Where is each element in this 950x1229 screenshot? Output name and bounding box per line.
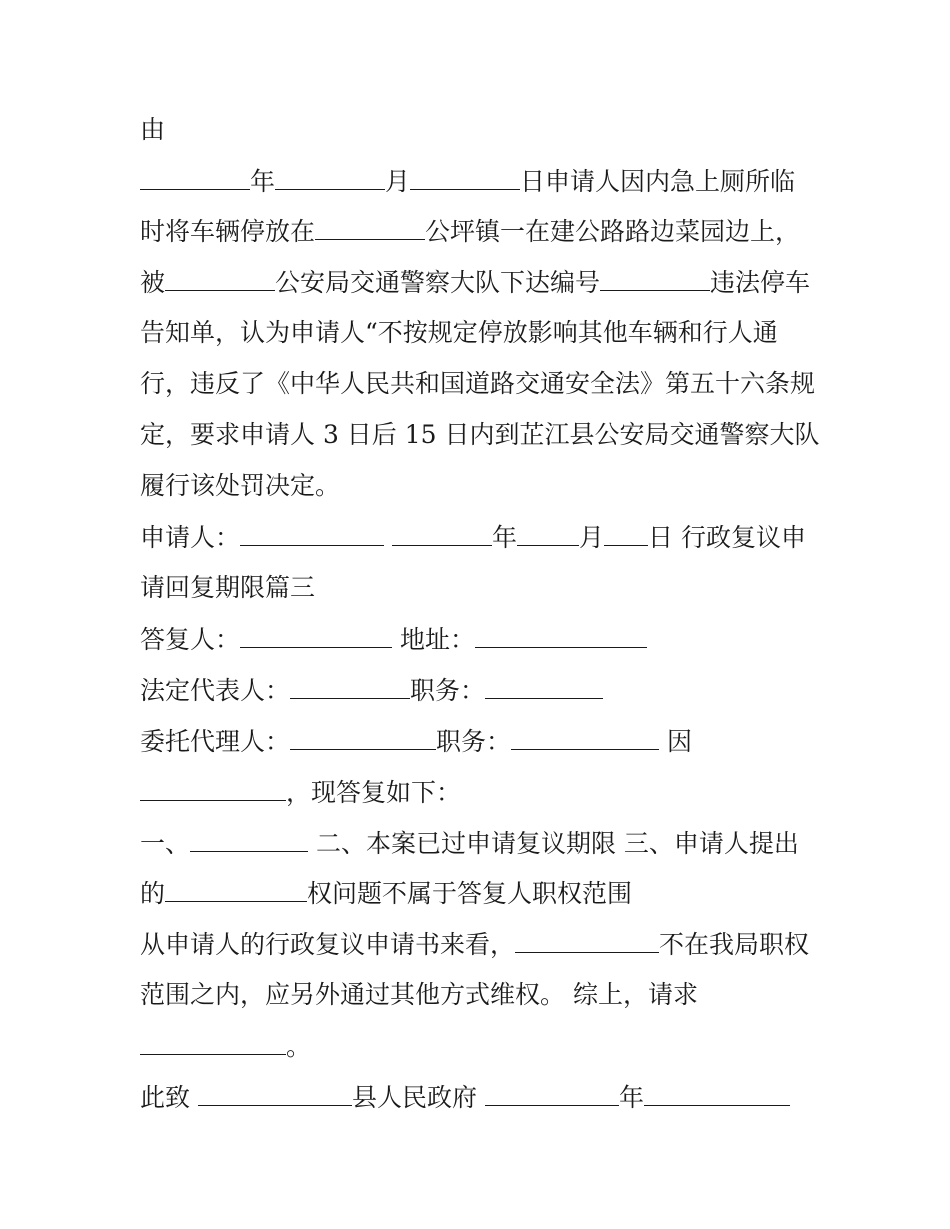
text-line-1: 由 xyxy=(140,115,166,144)
right-issue-blank[interactable] xyxy=(165,877,307,902)
police-bureau-blank[interactable] xyxy=(165,266,275,291)
date-day-blank[interactable] xyxy=(410,165,520,190)
text-line-14: ，现答复如下： xyxy=(140,776,461,808)
notice-number-blank[interactable] xyxy=(600,266,710,291)
text-line-9: 申请人： 年 月 日 行政复议申 xyxy=(140,523,806,552)
text-line-19: 。 xyxy=(140,1030,311,1062)
text-line-7: 定，要求申请人 3 日后 15 日内到芷江县公安局交通警察大队 xyxy=(140,420,820,449)
text-line-4: 被 公安局交通警察大队下达编号 违法停车 xyxy=(140,268,811,297)
county-blank[interactable] xyxy=(198,1081,352,1106)
item-one-blank[interactable] xyxy=(190,827,308,852)
text-line-5: 告知单，认为申请人“不按规定停放影响其他车辆和行人通 xyxy=(140,318,778,347)
legal-rep-position-blank[interactable] xyxy=(485,674,603,699)
closing-year-suffix-blank[interactable] xyxy=(644,1081,790,1106)
address-blank[interactable] xyxy=(475,623,647,648)
text-line-6: 行，违反了《中华人民共和国道路交通安全法》第五十六条规 xyxy=(140,369,816,398)
text-line-10: 请回复期限篇三 xyxy=(140,573,316,602)
applicant-day-blank[interactable] xyxy=(604,521,648,546)
text-line-18: 范围之内，应另外通过其他方式维权。 综上，请求 xyxy=(140,980,698,1009)
text-line-20: 此致 县人民政府 年 xyxy=(140,1081,790,1113)
closing-year-prefix-blank[interactable] xyxy=(485,1081,619,1106)
respondent-blank[interactable] xyxy=(240,623,392,648)
text-line-13: 委托代理人： 职务： 因 xyxy=(140,727,692,756)
date-year-blank[interactable] xyxy=(140,165,250,190)
text-line-8: 履行该处罚决定。 xyxy=(140,471,341,500)
scope-blank[interactable] xyxy=(515,928,659,953)
applicant-month-blank[interactable] xyxy=(517,521,579,546)
text-line-2: 年 月 日申请人因内急上厕所临 xyxy=(140,165,795,197)
legal-rep-blank[interactable] xyxy=(290,674,410,699)
request-blank[interactable] xyxy=(140,1030,286,1055)
applicant-name-blank[interactable] xyxy=(240,521,384,546)
date-month-blank[interactable] xyxy=(275,165,385,190)
agent-position-blank[interactable] xyxy=(511,725,659,750)
text-line-11: 答复人： 地址： xyxy=(140,623,647,655)
text-line-17: 从申请人的行政复议申请书来看， 不在我局职权 xyxy=(140,930,810,959)
location-blank[interactable] xyxy=(315,215,425,240)
applicant-year-blank[interactable] xyxy=(392,521,492,546)
agent-blank[interactable] xyxy=(290,725,436,750)
text-line-15: 一、 二、本案已过申请复议期限 三、申请人提出 xyxy=(140,829,799,858)
text-line-3: 时将车辆停放在 公坪镇一在建公路路边菜园边上， xyxy=(140,217,801,246)
text-line-16: 的 权问题不属于答复人职权范围 xyxy=(140,879,633,908)
reason-blank[interactable] xyxy=(140,776,286,801)
text-line-12: 法定代表人： 职务： xyxy=(140,674,603,706)
